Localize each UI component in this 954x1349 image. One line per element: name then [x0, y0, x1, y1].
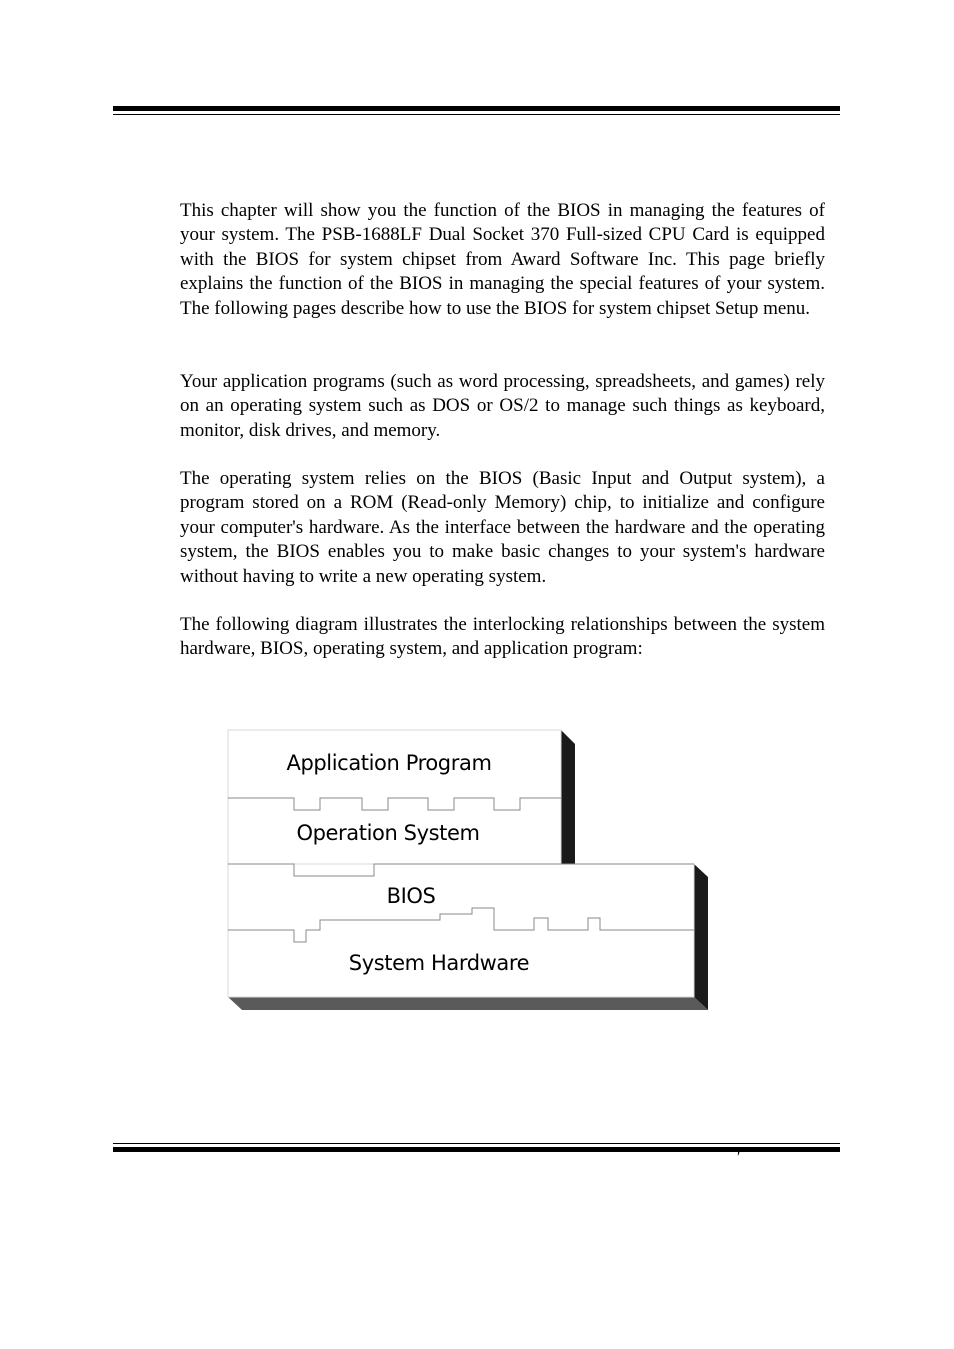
- paragraph-application-programs: Your application programs (such as word processing, spreadsheets, and games) rely on an operating system such as DOS or OS/2 to manage such things as keyboard, monitor, disk drives, and memory.: [180, 371, 825, 441]
- lower-block-bottom-shadow: [228, 997, 708, 1010]
- lower-block-side-shadow: [694, 864, 708, 1010]
- footer-page-mark: ′: [736, 1149, 740, 1166]
- footer-rule-thick: [113, 1147, 840, 1152]
- header-rule-thin: [113, 114, 840, 115]
- bios-layer-diagram: [222, 724, 716, 1016]
- label-bios: BIOS: [386, 884, 436, 908]
- paragraph-operating-system: The operating system relies on the BIOS (Basic Input and Output system), a program stored on a ROM (Read-only Memory) chip, to initialize and configure your computer's hardware. As the interface between the hardware and the operating system, the BIOS enables you to make basic changes to your system's hardware without having to write a new operating system.: [180, 468, 825, 587]
- paragraph-bios-intro: This chapter will show you the function of the BIOS in managing the features of your system. The PSB-1688LF Dual Socket 370 Full-sized CPU Card is equipped with the BIOS for system chipset from Award Software Inc. This page briefly explains the function of the BIOS in managing the special features of your system. The following pages describe how to use the BIOS for system chipset Setup menu.: [180, 200, 825, 319]
- footer-rule-thin: [113, 1143, 840, 1144]
- upper-block-side-shadow: [561, 730, 575, 864]
- label-system-hardware: System Hardware: [348, 951, 530, 975]
- paragraph-diagram-intro: The following diagram illustrates the interlocking relationships between the system hardware, BIOS, operating system, and application program:: [180, 614, 825, 660]
- header-rule-thick: [113, 106, 840, 111]
- label-application-program: Application Program: [286, 751, 492, 775]
- label-operation-system: Operation System: [296, 821, 480, 845]
